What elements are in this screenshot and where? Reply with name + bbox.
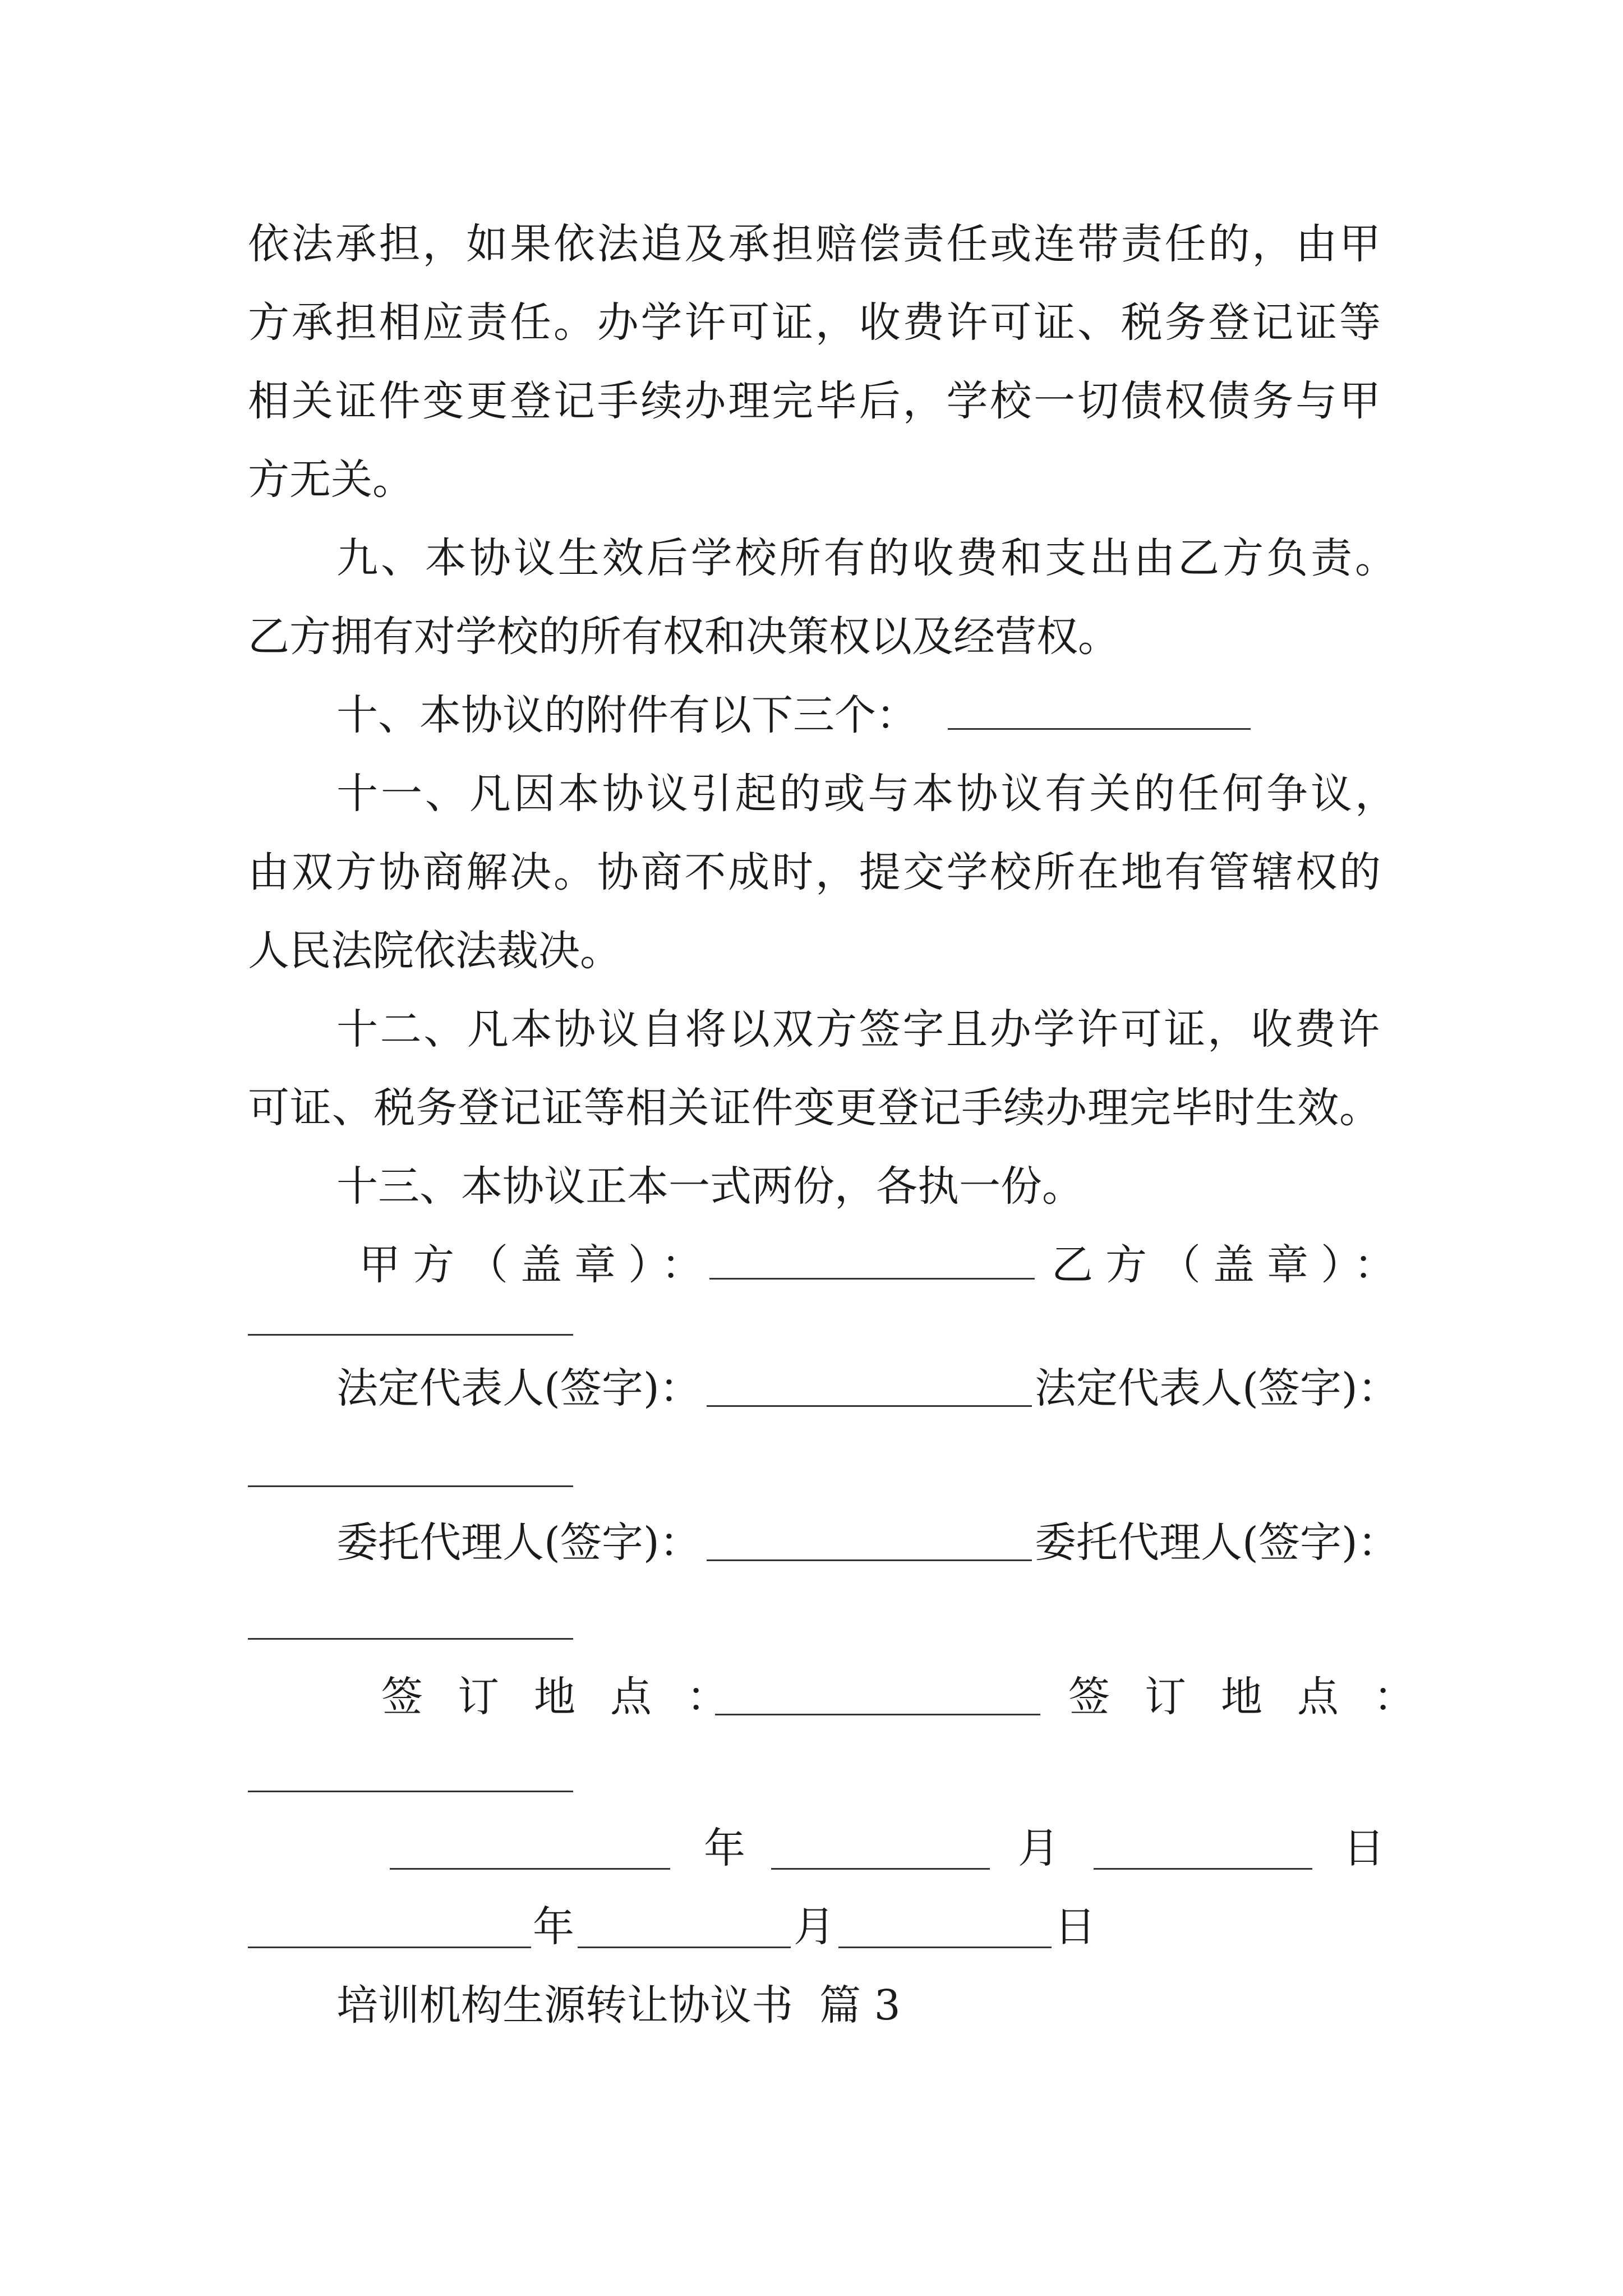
date-a-month-label: 月	[1018, 1824, 1059, 1872]
clause-10-text: 十、本协议的附件有以下三个：	[336, 691, 917, 739]
paragraph-line: 相关证件变更登记手续办理完毕后，学校一切债权债务与甲	[248, 377, 1381, 425]
legal-rep-a-label: 法定代表人(签字)：	[336, 1364, 701, 1412]
date-b-year-label: 年	[533, 1903, 574, 1951]
clause-11-line: 由双方协商解决。协商不成时，提交学校所在地有管辖权的	[248, 848, 1381, 896]
date-a-month-blank[interactable]	[771, 1868, 990, 1870]
attachment-blank[interactable]	[948, 728, 1251, 730]
clause-10	[336, 687, 1469, 743]
date-a-year-label: 年	[704, 1824, 745, 1872]
place-b-label: 签订地点：	[1068, 1673, 1450, 1721]
legal-rep-b-label: 法定代表人(签字)：	[1035, 1364, 1399, 1412]
clause-11-line: 人民法院依法裁决。	[248, 927, 621, 975]
clause-11-line: 十一、凡因本协议引起的或与本协议有关的任何争议，	[336, 770, 1396, 818]
party-a-seal-blank[interactable]	[709, 1278, 1035, 1280]
place-b-blank[interactable]	[248, 1791, 573, 1792]
place-a-label: 签订地点：	[381, 1673, 763, 1721]
paragraph-line: 方无关。	[248, 455, 414, 504]
date-b-month-label: 月	[794, 1903, 835, 1951]
date-a-day-blank[interactable]	[1094, 1868, 1312, 1870]
paragraph-line: 依法承担，如果依法追及承担赔偿责任或连带责任的，由甲	[248, 220, 1381, 268]
legal-rep-a-blank[interactable]	[707, 1405, 1032, 1407]
agent-b-blank[interactable]	[248, 1638, 573, 1640]
date-b-day-blank[interactable]	[838, 1947, 1052, 1948]
date-a-day-label: 日	[1343, 1824, 1385, 1872]
clause-12-line: 十二、凡本协议自将以双方签字且办学许可证，收费许	[336, 1005, 1380, 1053]
date-b-day-label: 日	[1054, 1903, 1096, 1951]
clause-9-line: 乙方拥有对学校的所有权和决策权以及经营权。	[248, 613, 1119, 661]
party-b-seal-blank[interactable]	[248, 1334, 573, 1336]
paragraph-line: 方承担相应责任。办学许可证，收费许可证、税务登记证等	[248, 298, 1381, 347]
legal-rep-b-blank[interactable]	[248, 1485, 573, 1487]
agent-a-blank[interactable]	[707, 1559, 1032, 1561]
section-title: 培训机构生源转让协议书 篇 3	[336, 1981, 901, 2030]
agent-b-label: 委托代理人(签字)：	[1035, 1519, 1399, 1567]
date-b-month-blank[interactable]	[578, 1947, 791, 1948]
party-b-seal-label: 乙方（盖章）：	[1052, 1241, 1408, 1289]
date-b-year-blank[interactable]	[248, 1947, 531, 1948]
party-a-seal-label: 甲方（盖章）：	[359, 1241, 715, 1289]
clause-12-line: 可证、税务登记证等相关证件变更登记手续办理完毕时生效。	[248, 1084, 1381, 1132]
date-a-year-blank[interactable]	[390, 1868, 670, 1870]
agent-a-label: 委托代理人(签字)：	[336, 1519, 701, 1567]
clause-9-line: 九、本协议生效后学校所有的收费和支出由乙方负责。	[336, 534, 1396, 582]
clause-13: 十三、本协议正本一式两份，各执一份。	[336, 1162, 1083, 1211]
place-a-blank[interactable]	[715, 1714, 1040, 1715]
